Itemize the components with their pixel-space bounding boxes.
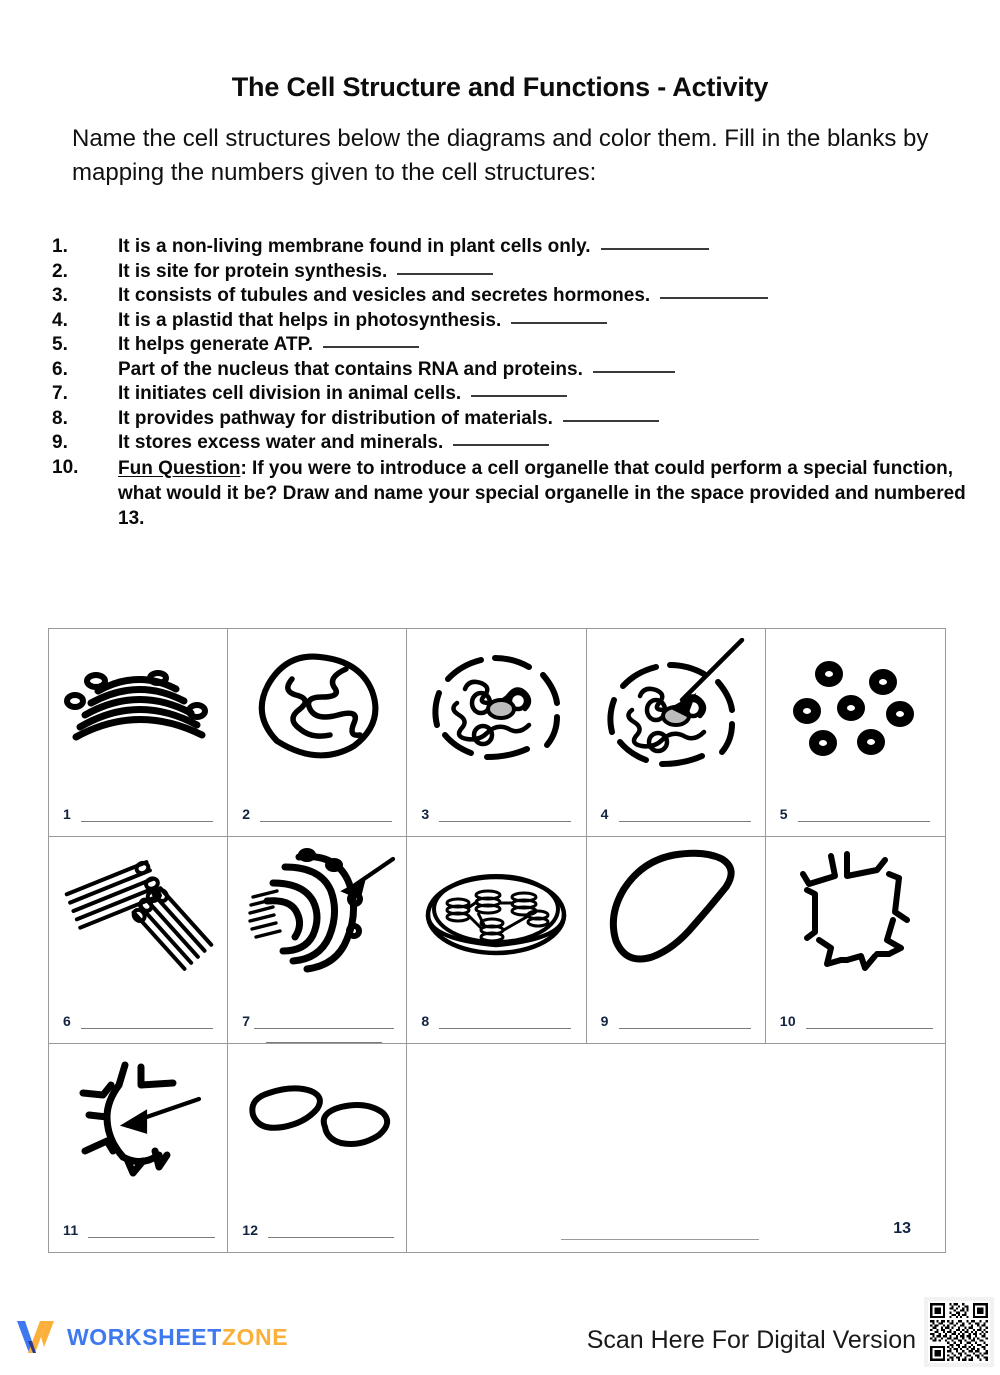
- cell-wall-icon: [766, 843, 945, 983]
- cell-number: 13: [893, 1220, 911, 1237]
- cell-label: [601, 1013, 753, 1029]
- cell-answer-blank[interactable]: [806, 1018, 933, 1029]
- ribosomes-icon: [766, 635, 945, 775]
- answer-blank[interactable]: [511, 322, 607, 324]
- question-text: It stores excess water and minerals.: [118, 431, 992, 456]
- diagram-cell[interactable]: [766, 629, 945, 837]
- diagram-cell[interactable]: [587, 629, 766, 837]
- cell-label: [780, 806, 933, 822]
- vacuole-icon: [587, 843, 765, 983]
- answer-blank[interactable]: [471, 395, 567, 397]
- cell-number: 10: [779, 1013, 796, 1030]
- cell-answer-blank[interactable]: [619, 811, 751, 822]
- cell-answer-blank[interactable]: [254, 1018, 394, 1029]
- answer-blank[interactable]: [323, 346, 419, 348]
- answer-blank[interactable]: [593, 371, 675, 373]
- nucleolus-arrow-icon: [587, 635, 765, 775]
- diagram-cell[interactable]: [766, 837, 945, 1045]
- worksheet-zone-logo[interactable]: [14, 1317, 288, 1357]
- question-item: [52, 260, 992, 285]
- answer-blank[interactable]: [601, 248, 709, 250]
- logo-secondary-text: ZONE: [221, 1323, 289, 1350]
- question-text: It helps generate ATP.: [118, 333, 992, 358]
- question-item: [52, 309, 992, 334]
- mitochondrion-icon: [228, 635, 406, 775]
- draw-your-organelle-area[interactable]: [407, 1044, 945, 1252]
- cell-number: 1: [63, 805, 72, 822]
- cell-label: [63, 1013, 215, 1029]
- cell-number: 11: [63, 1222, 79, 1238]
- question-number: 3.: [52, 285, 68, 306]
- cell-number: 2: [242, 805, 251, 822]
- qr-code-icon: [928, 1301, 990, 1363]
- question-number: 4.: [52, 309, 68, 331]
- scan-instruction-text: Scan Here For Digital Version: [586, 1326, 916, 1354]
- intro-paragraph: Name the cell structures below the diagrams and color them. Fill in the blanks by mapping the numbers given to the cell structures:: [72, 125, 929, 186]
- answer-blank[interactable]: [563, 420, 659, 422]
- golgi-apparatus-icon: [49, 635, 227, 775]
- diagram-cell[interactable]: [49, 629, 228, 837]
- centrioles-icon: [49, 843, 227, 983]
- question-text: It is a non-living membrane found in plant cells only.: [118, 235, 992, 260]
- question-item: [52, 431, 992, 456]
- cell-label: [421, 1013, 573, 1029]
- logo-primary-text: WORKSHEET: [67, 1323, 222, 1350]
- cell-number: 6: [63, 1013, 72, 1030]
- page-footer: [0, 1289, 1000, 1375]
- cell-label: [242, 1222, 394, 1238]
- question-text: It consists of tubules and vesicles and secretes hormones.: [118, 284, 992, 309]
- fun-question-label: Fun Question: [118, 457, 241, 479]
- cell-number: 5: [779, 805, 788, 822]
- logo-wordmark: [67, 1324, 288, 1351]
- cell-label: [780, 1013, 933, 1029]
- question-text: It provides pathway for distribution of materials.: [118, 407, 992, 432]
- question-number: 8.: [52, 407, 68, 429]
- cell-answer-blank-second[interactable]: [266, 1042, 382, 1043]
- question-item: [52, 235, 992, 260]
- cell-answer-blank[interactable]: [88, 1227, 215, 1238]
- question-number: 5.: [52, 334, 68, 355]
- cell-label: [421, 806, 573, 822]
- question-item: [52, 358, 992, 383]
- cell-answer-blank[interactable]: [81, 1018, 213, 1029]
- question-number: 1.: [52, 236, 68, 257]
- cell-answer-blank[interactable]: [798, 811, 930, 822]
- nucleus-icon: [407, 635, 585, 775]
- qr-code[interactable]: [924, 1297, 994, 1367]
- draw-area-answer-blank[interactable]: [561, 1239, 759, 1240]
- cell-membrane-arrow-icon: [49, 1050, 227, 1190]
- cell-number: 4: [600, 805, 609, 822]
- cell-label: [63, 1222, 215, 1238]
- diagram-cell[interactable]: [587, 837, 766, 1045]
- question-text: [118, 456, 992, 531]
- diagram-cell[interactable]: [49, 1044, 228, 1252]
- question-item: [52, 382, 992, 407]
- question-item: [52, 333, 992, 358]
- question-list: [52, 235, 992, 531]
- cell-label: [242, 1013, 394, 1029]
- organelle-diagram-grid: [48, 628, 946, 1253]
- cell-answer-blank[interactable]: [439, 1018, 571, 1029]
- diagram-cell[interactable]: [228, 1044, 407, 1252]
- question-text: It is site for protein synthesis.: [118, 260, 992, 285]
- answer-blank[interactable]: [397, 273, 493, 275]
- cell-number: 3: [421, 805, 430, 822]
- question-number: 10.: [52, 456, 79, 478]
- question-text: It is a plastid that helps in photosynthesis.: [118, 309, 992, 334]
- cell-answer-blank[interactable]: [81, 811, 213, 822]
- question-number: 9.: [52, 432, 68, 453]
- cell-label: [63, 806, 215, 822]
- cell-answer-blank[interactable]: [439, 811, 571, 822]
- fun-question-body: : If you were to introduce a cell organelle that could perform a special function, what would it be? Draw and name your special organelle in the space provided and numbered 13.: [118, 457, 966, 529]
- cell-label: [407, 1220, 945, 1238]
- question-text: It initiates cell division in animal cells.: [118, 382, 992, 407]
- page-title: The Cell Structure and Functions - Activity: [231, 72, 769, 102]
- rough-endoplasmic-reticulum-arrow-icon: [228, 843, 406, 983]
- answer-blank[interactable]: [660, 297, 768, 299]
- cell-answer-blank[interactable]: [268, 1227, 394, 1238]
- cell-answer-blank[interactable]: [260, 811, 392, 822]
- cell-number: 7: [242, 1013, 251, 1030]
- question-text: Part of the nucleus that contains RNA and proteins.: [118, 358, 992, 383]
- diagram-cell[interactable]: [228, 629, 407, 837]
- question-item: [52, 407, 992, 432]
- cell-answer-blank[interactable]: [619, 1018, 751, 1029]
- cell-label: [601, 806, 753, 822]
- diagram-cell[interactable]: [49, 837, 228, 1045]
- chloroplast-icon: [407, 843, 585, 983]
- question-number: 6.: [52, 358, 68, 380]
- cell-label: [242, 806, 394, 822]
- diagram-cell[interactable]: [228, 837, 407, 1045]
- diagram-cell[interactable]: [407, 629, 586, 837]
- lysosomes-icon: [228, 1050, 406, 1190]
- cell-number: 9: [600, 1013, 609, 1030]
- cell-number: 12: [242, 1222, 259, 1238]
- question-item: [52, 284, 992, 309]
- logo-v-mark: [14, 1317, 60, 1357]
- question-item-fun: [52, 456, 992, 531]
- cell-number: 8: [421, 1013, 430, 1030]
- question-number: 7.: [52, 383, 68, 404]
- question-number: 2.: [52, 260, 68, 282]
- diagram-cell[interactable]: [407, 837, 586, 1045]
- answer-blank[interactable]: [453, 444, 549, 446]
